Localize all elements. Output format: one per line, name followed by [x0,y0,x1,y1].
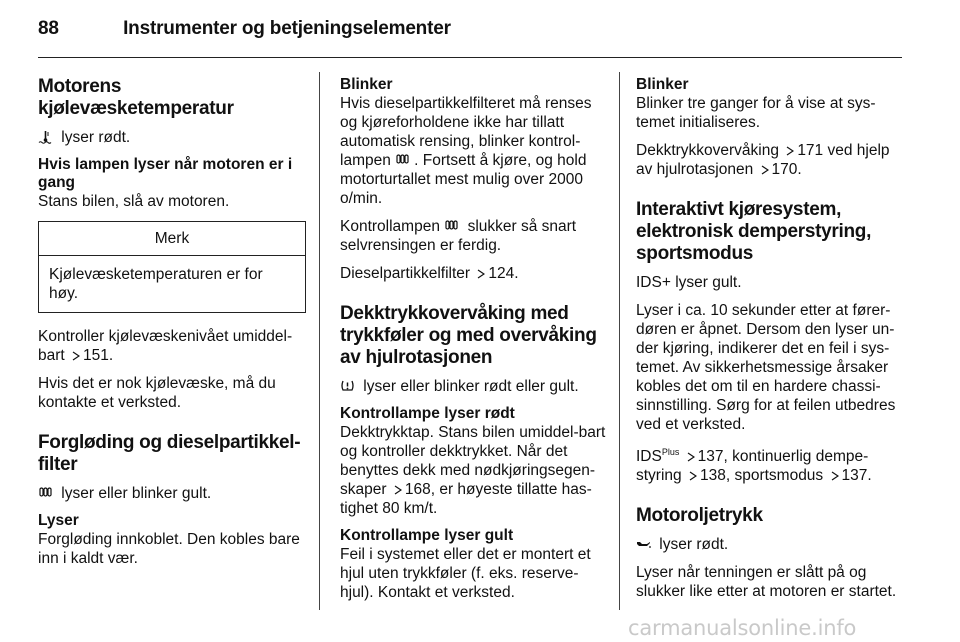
oil-description: Lyser når tenningen er slått på og slukker like etter at motoren er startet. [636,564,897,601]
red-text [340,423,608,518]
heading-if-on: Hvis lampen lyser når motoren er i gang [38,156,293,191]
ref-1[interactable]: 171 [797,142,824,159]
section-title: Instrumenter og betjeningselementer [123,18,451,39]
yellow-text: Feil i systemet eller det er montert et hjul uten trykkføler (f. eks. reserve-hjul). Kontakt et verksted. [340,546,591,601]
reference-arrow-icon [689,471,697,481]
preglow-line [38,484,306,503]
blinker-text-3: Blinker tre ganger for å vise at sys-temet initialiseres. [636,95,876,131]
column-divider-2 [619,72,620,610]
ids-plus-text-2: kontinuerlig dempe-styring [636,448,869,485]
heading-oil: Motoroljetrykk [636,505,763,527]
heading-coolant: Motorens kjølevæsketemperatur [38,76,234,119]
note-body: Kjølevæsketemperaturen er for høy. [49,266,263,302]
reference-arrow-icon [761,165,769,175]
header-divider [38,57,902,58]
oil-can-icon [636,537,651,551]
ids-plus-references [636,443,904,485]
coolant-line [38,128,306,147]
note-box [38,221,306,313]
ids-plus-ref-1[interactable]: 137, [697,448,728,466]
off-text-2: slukker så snart selvrensingen er ferdig. [340,218,577,254]
ref-text-2: ved hjelp av hjulrotasjonen [636,142,890,178]
reference-arrow-icon [687,452,695,462]
page-number: 88 [38,18,59,39]
page-header [38,18,902,48]
off-text-1: Kontrollampen [340,218,440,235]
if-on-text: Stans bilen, slå av motoren. [38,193,230,210]
oil-text: lyser rødt. [655,536,729,554]
ids-plus-sup: Plus [661,447,680,457]
blinker-text [340,94,608,208]
watermark: carmanualsonline.info [628,616,857,640]
red-text-2: er høyeste tillatte has-tighet 80 km/t. [340,481,592,517]
tpms-text: lyser eller blinker rødt eller gult. [359,378,579,395]
column-2 [340,76,608,611]
check-coolant-text [38,327,306,365]
ref-text-1: Dekktrykkovervåking [636,142,779,159]
note-title: Merk [39,222,305,256]
reference-arrow-icon [786,146,794,156]
column-3 [636,76,904,610]
check-ref[interactable]: 151. [83,347,114,364]
ids-plus-label: IDS [636,448,662,466]
heading-lyser: Lyser [38,512,79,529]
reference-arrow-icon [394,485,402,495]
blinker-text-1: Hvis dieselpartikkelfilteret må renses og kjøreforholdene ikke har tillatt automatisk rensing, blinker kontrol-lampen [340,95,592,169]
ids-plus-ref-3[interactable]: 137. [841,467,872,485]
dpf-ref[interactable]: 124. [488,265,519,282]
blinker-text-2: . Fortsett å kjøre, og hold motorturtallet mest mulig over 2000 o/min. [340,152,587,207]
preglow-text: lyser eller blinker gult. [57,485,212,502]
column-divider-1 [319,72,320,610]
lamp-off-text [340,217,608,255]
column-1 [38,76,306,577]
ref-2[interactable]: 170. [771,161,802,178]
ids-plus-text-3: sportsmodus [730,467,824,485]
oil-line [636,535,904,554]
lyser-text: Forgløding innkoblet. Den kobles bare inn i kaldt vær. [38,531,300,567]
low-coolant-text: Hvis det er nok kjølevæske, må du kontakte et verksted. [38,375,276,411]
preglow-coil-icon [444,219,459,233]
ids-text: IDS+ lyser gult. [636,274,742,291]
preglow-coil-icon [395,153,410,167]
coolant-temperature-icon [38,130,53,144]
dpf-ref-text: Dieselpartikkelfilter [340,265,471,282]
reference-arrow-icon [477,269,485,279]
heading-red: Kontrollampe lyser rødt [340,405,515,422]
heading-preglow: Forgløding og dieselpartikkel-filter [38,432,301,475]
coolant-text: lyser rødt. [57,129,131,146]
tire-pressure-icon [340,379,355,393]
ids-description: Lyser i ca. 10 sekunder etter at fører-døren er åpnet. Dersom den lyser un-der kjøring, indikerer det en feil i sys-temet. Av sikkerhetsmessige årsaker kobles det om til en hardere chassi-sinnstilling. Sørg for at feilen utbedres ved et verksted. [636,302,896,433]
dpf-reference [340,264,608,283]
red-text-1: Dekktrykktap. Stans bilen umiddel-bart og kontroller dekktrykket. Når det benyttes dekk med nødkjøringsegen-skaper [340,424,606,498]
heading-ids: Interaktivt kjøresystem, elektronisk demperstyring, sportsmodus [636,199,872,264]
tpms-line [340,377,608,396]
heading-blinker-2: Blinker [636,76,689,93]
heading-yellow: Kontrollampe lyser gult [340,527,514,544]
reference-arrow-icon [831,471,839,481]
heading-tpms: Dekktrykkovervåking med trykkføler og med overvåking av hjulrotasjonen [340,303,597,368]
red-ref[interactable]: 168, [404,481,436,498]
reference-arrow-icon [72,351,80,361]
tpms-references [636,141,904,179]
heading-blinker: Blinker [340,76,393,93]
check-text: Kontroller kjølevæskenivået umiddel-bart [38,328,293,364]
ids-plus-ref-2[interactable]: 138, [699,467,731,485]
preglow-coil-icon [38,486,53,500]
